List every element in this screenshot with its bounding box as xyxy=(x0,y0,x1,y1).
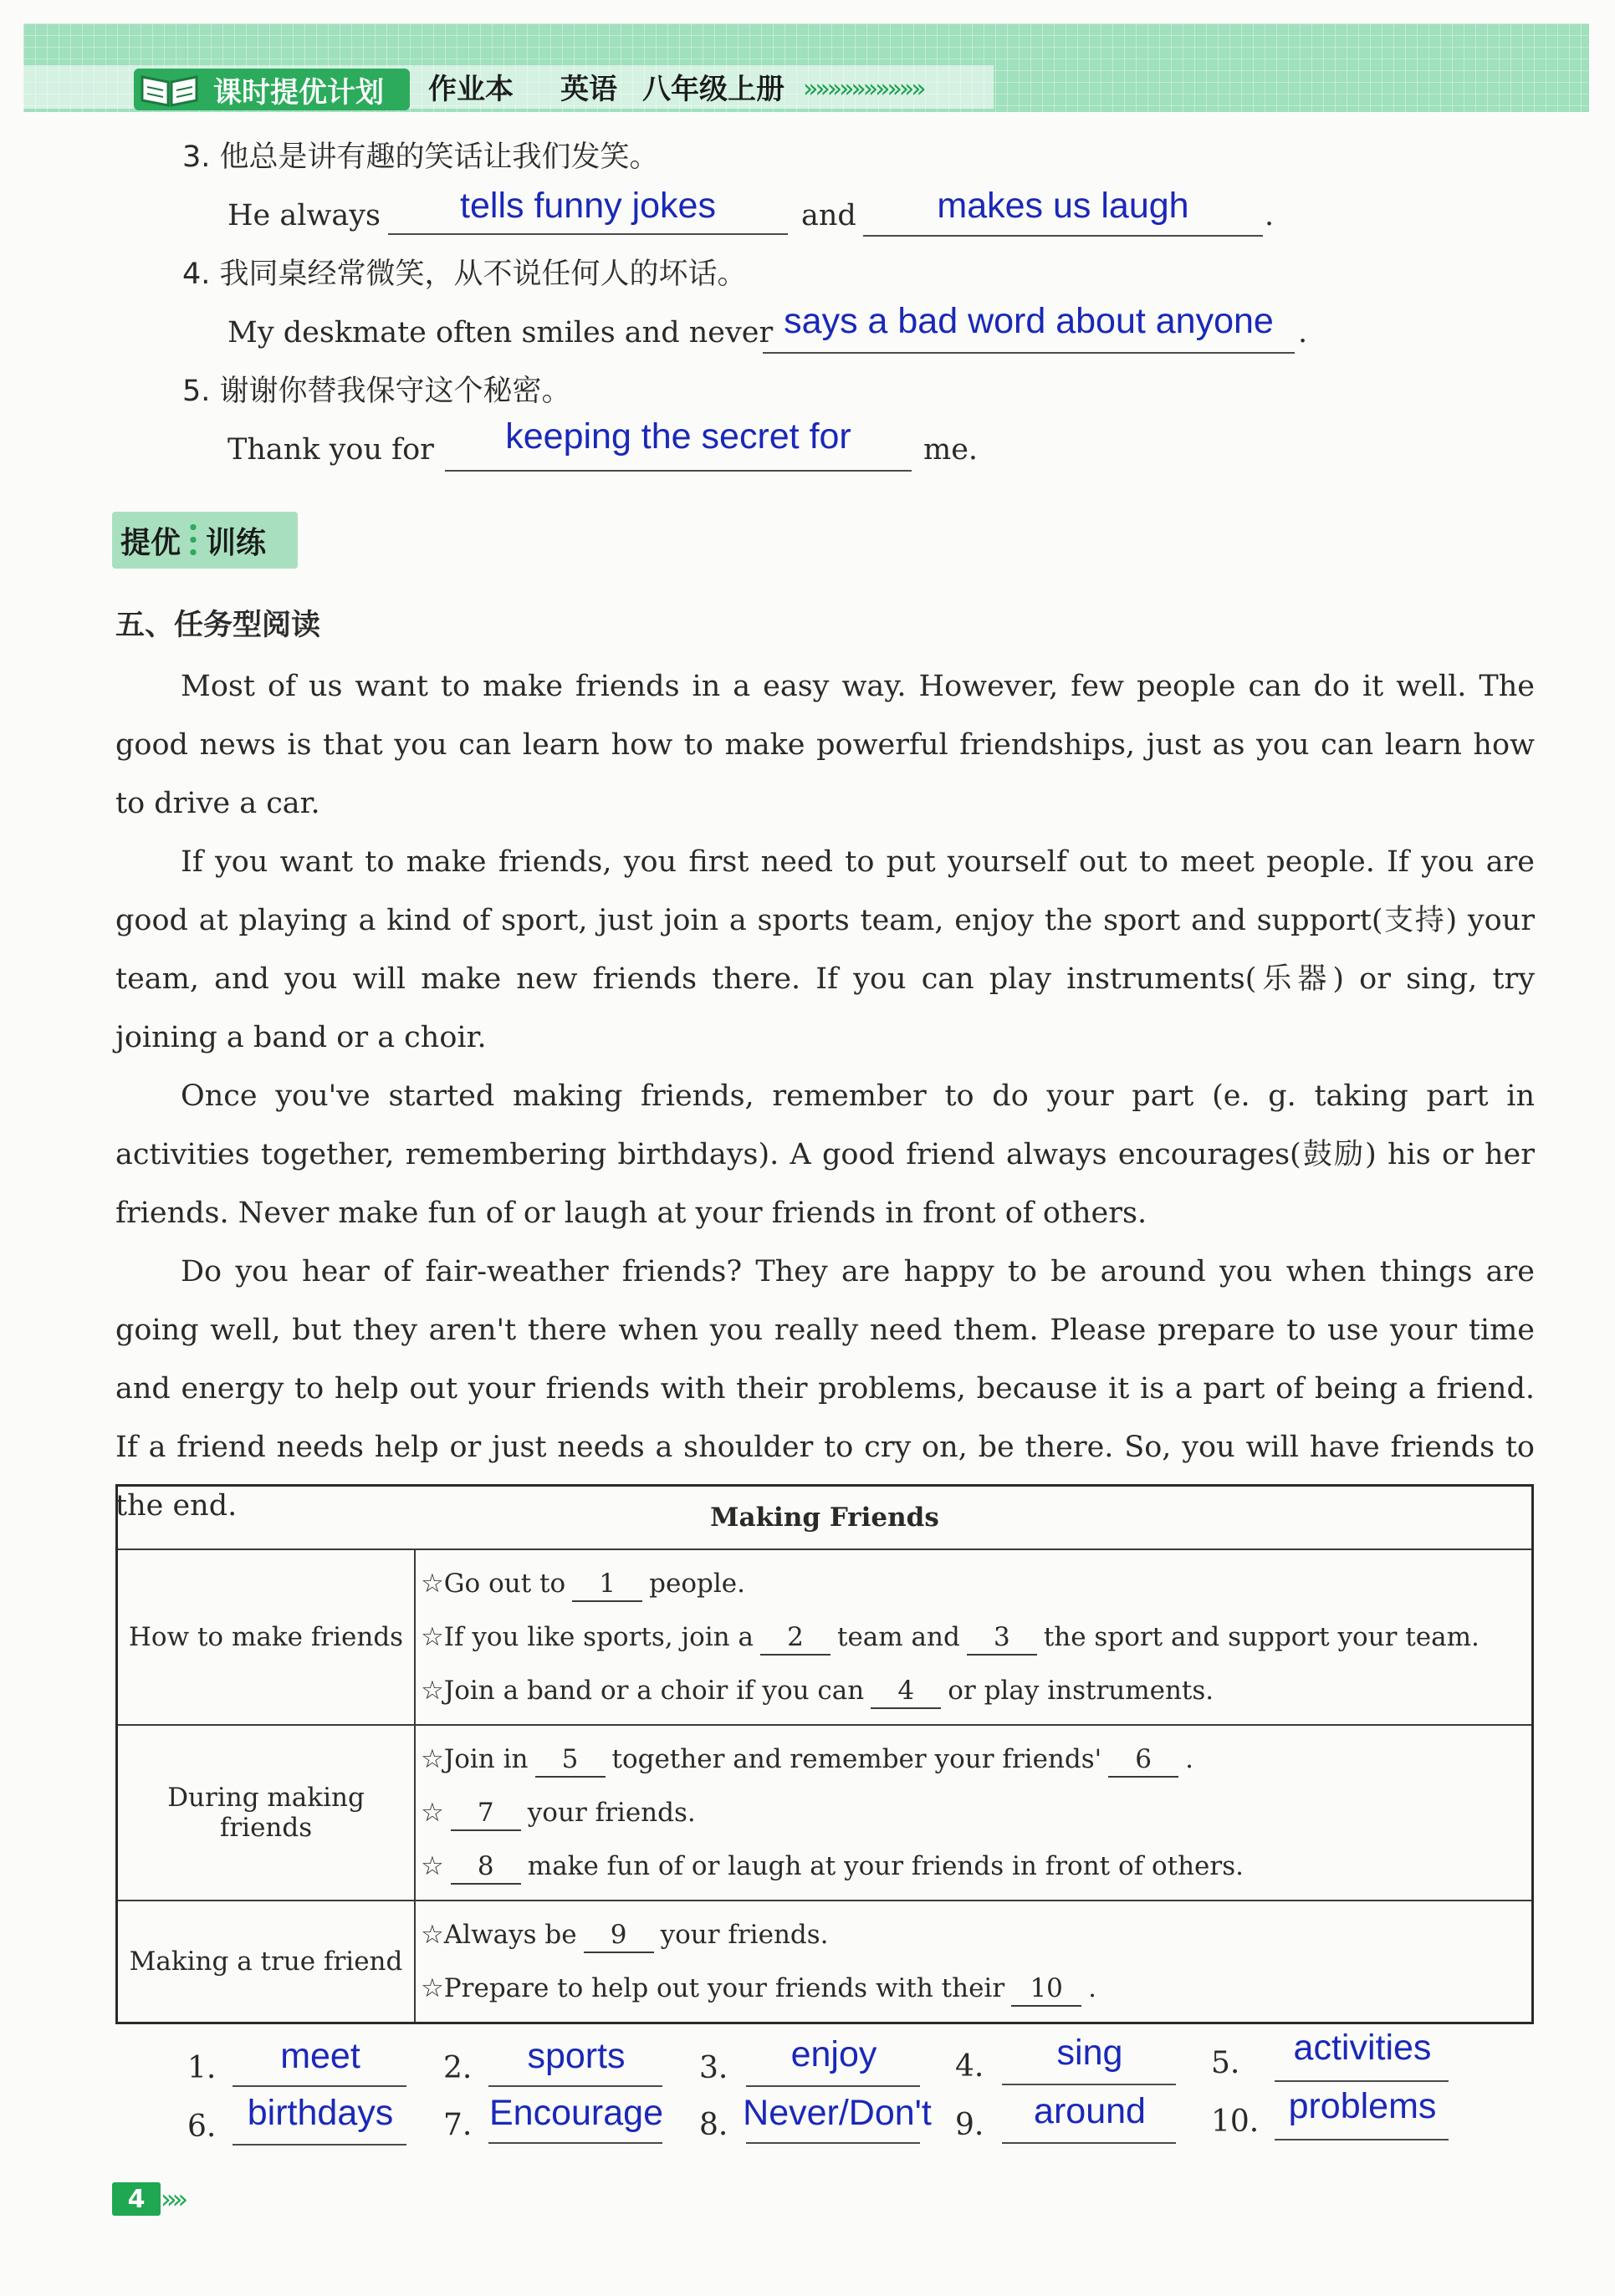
row-items-how xyxy=(415,1549,1533,1725)
item-3-chinese xyxy=(182,139,659,176)
open-book-icon xyxy=(137,69,202,109)
passage-text-1: Most of us want to make friends in a easy way. However, few people can do it well. The good news is that you can learn how to make powerful friendships, just as you can learn how to drive a car. xyxy=(115,670,1535,820)
item-4-prefix: My deskmate often smiles and never xyxy=(227,316,774,350)
answer-line xyxy=(233,2144,406,2145)
item-text: together and remember your friends' xyxy=(611,1744,1102,1774)
answer-word: birthdays xyxy=(247,2093,394,2133)
answer-line xyxy=(1002,2084,1176,2085)
blank-6: 6 xyxy=(1108,1742,1178,1778)
item-5-suffix: me. xyxy=(923,433,979,467)
answer-number: 9. xyxy=(955,2108,984,2142)
table-row xyxy=(117,1725,1533,1901)
answer-line xyxy=(488,2085,662,2087)
part-title: 五、任务型阅读 xyxy=(115,609,321,642)
answer-line xyxy=(233,2085,406,2087)
table-item xyxy=(421,1610,1526,1664)
row-head-during: During making friends xyxy=(117,1725,416,1901)
item-3-cn-text: 他总是讲有趣的笑话让我们发笑。 xyxy=(219,140,659,174)
item-4-cn-text: 我同桌经常微笑，从不说任何人的坏话。 xyxy=(219,258,747,291)
item-5-answer: keeping the secret for xyxy=(505,416,851,457)
item-4-blank xyxy=(763,352,1295,354)
table-item xyxy=(421,1732,1526,1786)
item-text: make fun of or laugh at your friends in front of others. xyxy=(527,1851,1244,1881)
subject: 英语 xyxy=(560,73,617,106)
dots-icon xyxy=(186,521,201,559)
section-badge-left: 提优 xyxy=(120,525,181,560)
item-text: ☆Join in xyxy=(421,1744,529,1774)
header-chevrons: »»»»»»»»»» xyxy=(803,74,923,104)
passage-paragraph-2 xyxy=(115,833,1535,1067)
table-item xyxy=(421,1557,1526,1610)
table-item xyxy=(421,1962,1526,2015)
page-number-chevrons: »» xyxy=(161,2183,184,2215)
item-3-number: 3. xyxy=(182,140,211,174)
answer-word: meet xyxy=(280,2036,360,2076)
answer-word: activities xyxy=(1293,2028,1432,2068)
item-text: ☆Go out to xyxy=(421,1569,566,1599)
page-number: 4 xyxy=(112,2182,161,2216)
passage-text-3: Once you've started making friends, remember to do your part (e. g. taking part in activities together, remembering birthdays). A good friend always encourages(鼓励) his or her friends. Never make fun of or laugh at your friends in front of others. xyxy=(115,1079,1535,1230)
answer-number: 5. xyxy=(1211,2046,1240,2080)
item-3-blank-2 xyxy=(863,235,1263,237)
passage-paragraph-3 xyxy=(115,1067,1535,1242)
item-5-chinese xyxy=(182,373,571,410)
item-3-prefix: He always xyxy=(227,199,381,232)
answer-word: problems xyxy=(1288,2086,1437,2126)
table-item xyxy=(421,1786,1526,1839)
table-row xyxy=(117,1901,1533,2023)
section-badge xyxy=(112,512,298,569)
item-text: your friends. xyxy=(660,1920,829,1950)
answer-number: 1. xyxy=(187,2051,217,2085)
passage-text-4: Do you hear of fair-weather friends? They are happy to be around you when things are going well, but they aren't there when you really need them. Please prepare to use your time and energy to help out your friends with their problems, because it is a part of being a friend. If a friend needs help or just needs a shoulder to cry on, be there. So, you will have friends to the end. xyxy=(115,1255,1535,1523)
item-text: . xyxy=(1185,1744,1194,1774)
item-text: the sport and support your team. xyxy=(1043,1622,1480,1652)
answer-word: Encourage xyxy=(489,2093,663,2133)
blank-9: 9 xyxy=(584,1918,654,1953)
answer-line xyxy=(488,2142,662,2144)
item-5-prefix: Thank you for xyxy=(227,433,434,467)
item-4-number: 4. xyxy=(182,258,211,291)
row-items-during xyxy=(415,1725,1533,1901)
logo-text: 课时提优计划 xyxy=(213,75,384,110)
answer-word: enjoy xyxy=(790,2034,877,2074)
answer-number: 10. xyxy=(1211,2105,1260,2139)
table-item xyxy=(421,1908,1526,1962)
item-3-answer-1: tells funny jokes xyxy=(460,186,716,226)
table-title-row xyxy=(117,1486,1533,1550)
passage-text-2: If you want to make friends, you first need to put yourself out to meet people. If you are good at playing a kind of sport, just join a sports team, enjoy the sport and support(支持) your team, and you will make new friends there. If you can play instruments(乐器) or sing, try joining a band or a choir. xyxy=(115,845,1535,1054)
item-5-number: 5. xyxy=(182,375,211,408)
item-text: ☆Prepare to help out your friends with their xyxy=(421,1973,1005,2003)
answer-line xyxy=(1275,2080,1449,2082)
blank-10: 10 xyxy=(1011,1972,1081,2007)
blank-4: 4 xyxy=(871,1674,941,1709)
item-3-mid: and xyxy=(801,199,856,232)
grade: 八年级上册 xyxy=(642,73,785,106)
blank-8: 8 xyxy=(451,1850,521,1885)
item-text: ☆ xyxy=(421,1851,444,1881)
item-text: . xyxy=(1088,1973,1097,2003)
answer-word: Never/Don't xyxy=(743,2093,932,2133)
blank-7: 7 xyxy=(451,1796,521,1831)
blank-1: 1 xyxy=(572,1567,642,1602)
item-text: team and xyxy=(836,1622,960,1652)
answer-number: 6. xyxy=(187,2110,217,2144)
passage-paragraph-1 xyxy=(115,657,1535,833)
making-friends-table xyxy=(115,1484,1534,2024)
answer-number: 7. xyxy=(443,2108,473,2142)
answer-number: 2. xyxy=(443,2051,473,2085)
row-items-true-friend xyxy=(415,1901,1533,2023)
item-3-suffix: . xyxy=(1265,199,1275,232)
blank-2: 2 xyxy=(760,1620,830,1656)
row-head-true-friend: Making a true friend xyxy=(117,1901,416,2023)
answer-line xyxy=(1002,2142,1176,2144)
item-text: ☆If you like sports, join a xyxy=(421,1622,754,1652)
item-text: your friends. xyxy=(527,1798,696,1828)
item-4-suffix: . xyxy=(1298,316,1308,350)
item-4-chinese xyxy=(182,256,747,293)
item-3-blank-1 xyxy=(388,233,788,235)
item-5-blank xyxy=(445,470,912,472)
item-5-cn-text: 谢谢你替我保守这个秘密。 xyxy=(219,375,571,408)
book-type: 作业本 xyxy=(428,73,514,106)
item-text: ☆Always be xyxy=(421,1920,577,1950)
item-text: ☆Join a band or a choir if you can xyxy=(421,1676,865,1706)
table-item xyxy=(421,1664,1526,1717)
section-badge-right: 训练 xyxy=(206,525,267,560)
item-text: people. xyxy=(649,1569,745,1599)
answer-line xyxy=(1275,2139,1449,2140)
table-row xyxy=(117,1549,1533,1725)
answer-line xyxy=(746,2142,920,2144)
answer-number: 4. xyxy=(955,2049,984,2084)
answer-number: 8. xyxy=(699,2108,728,2142)
table-title: Making Friends xyxy=(117,1486,1533,1550)
answer-word: around xyxy=(1034,2091,1146,2131)
item-text: or play instruments. xyxy=(948,1676,1214,1706)
blank-3: 3 xyxy=(967,1620,1037,1656)
item-4-answer: says a bad word about anyone xyxy=(784,301,1274,341)
blank-5: 5 xyxy=(535,1742,606,1778)
item-text: ☆ xyxy=(421,1798,444,1828)
table-item xyxy=(421,1839,1526,1893)
row-head-how: How to make friends xyxy=(117,1549,416,1725)
answer-word: sing xyxy=(1056,2033,1123,2073)
answer-line xyxy=(746,2085,920,2087)
answer-word: sports xyxy=(527,2036,626,2076)
answer-number: 3. xyxy=(699,2051,728,2085)
item-3-answer-2: makes us laugh xyxy=(937,186,1189,226)
